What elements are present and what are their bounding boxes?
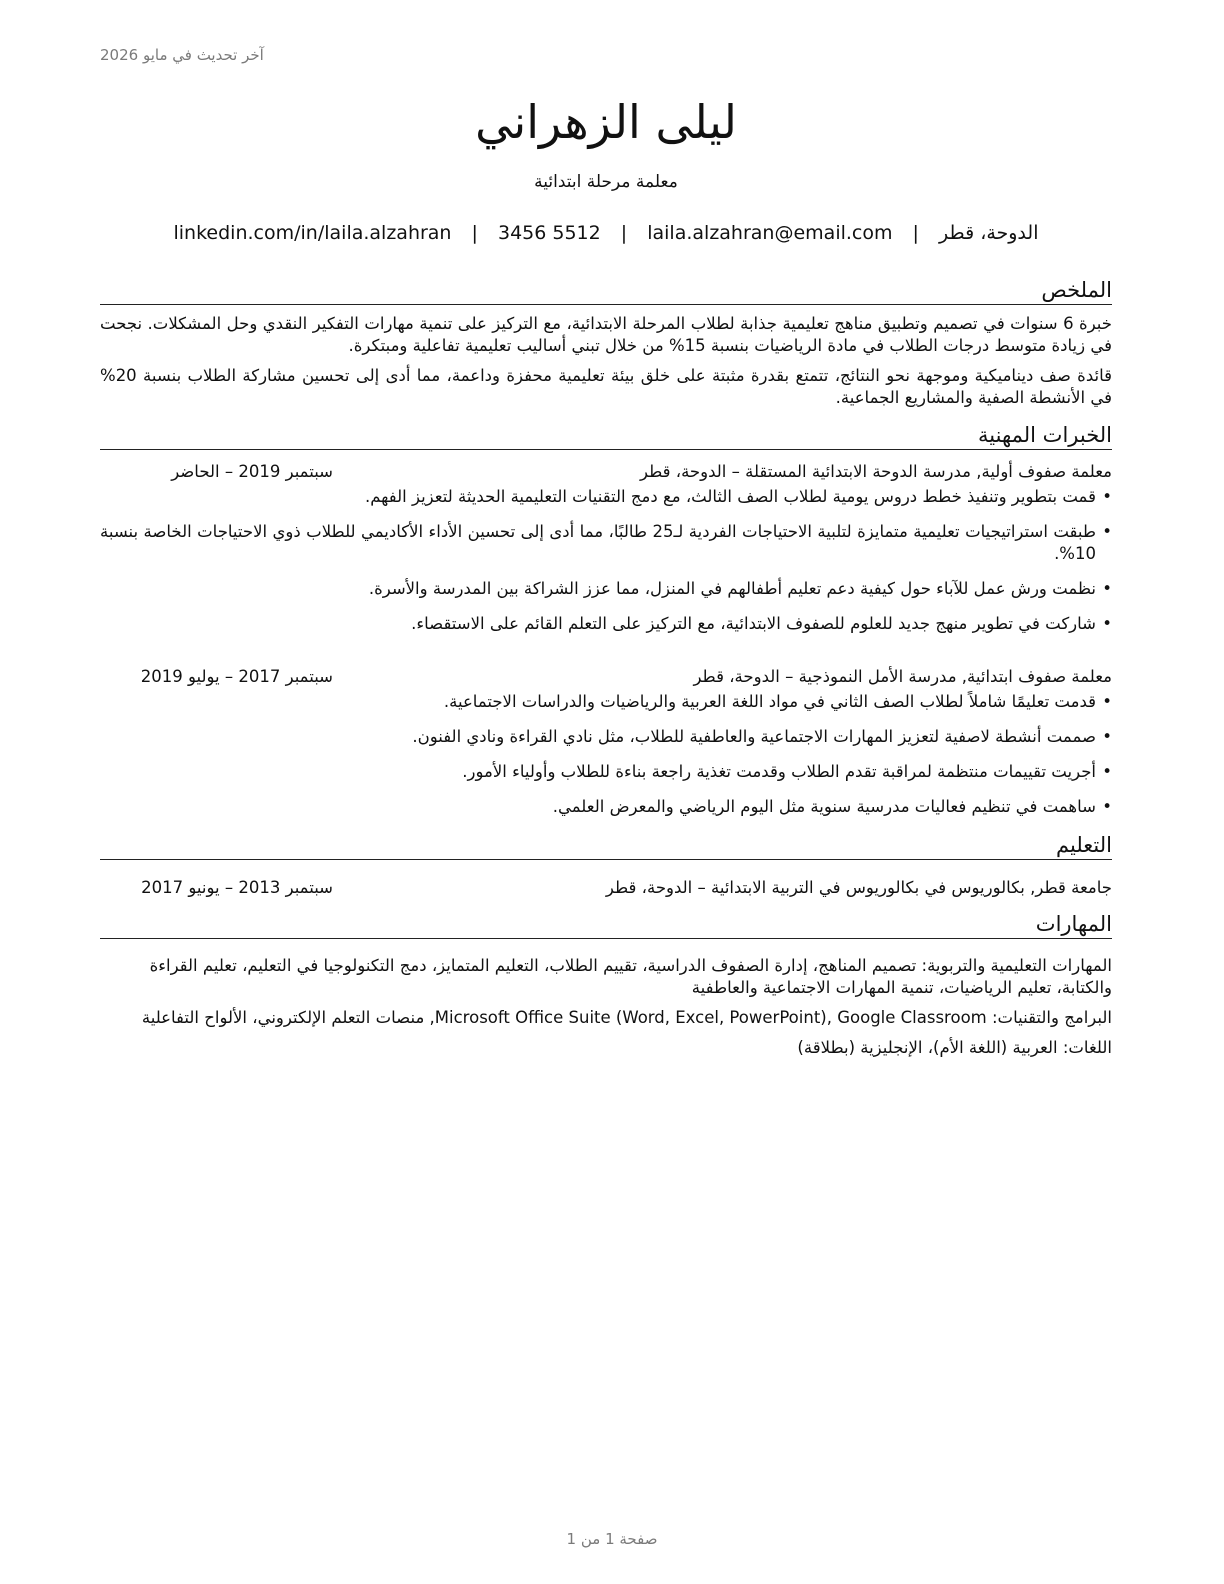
- section-heading-experience: الخبرات المهنية: [100, 421, 1112, 450]
- contact-separator: |: [471, 222, 478, 244]
- contact-phone: 3456 5512: [497, 222, 601, 244]
- skill-line: البرامج والتقنيات: Microsoft Office Suite (Word, Excel, PowerPoint), Google Classroom, منصات التعلم الإلكتروني، الألواح التفاعلية: [141, 1008, 1112, 1027]
- experience-section: [100, 421, 1112, 818]
- contact-line: [100, 220, 1112, 246]
- job-bullet: • ساهمت في تنظيم فعاليات مدرسية سنوية مثل اليوم الرياضي والمعرض العلمي.: [100, 796, 1112, 818]
- job-header: [100, 460, 1112, 484]
- summary-paragraph: قائدة صف ديناميكية وموجهة نحو النتائج، تتمتع بقدرة مثبتة على خلق بيئة تعليمية محفزة وداعمة، مما أدى إلى تحسين مشاركة الطلاب بنسبة 20% في الأنشطة الصفية والمشاريع الجماعية.: [100, 366, 1112, 407]
- job-dates: سبتمبر 2017 – يوليو 2019: [140, 667, 333, 686]
- job-bullets: [100, 691, 1112, 818]
- job-dates: سبتمبر 2019 – الحاضر: [171, 462, 333, 481]
- contact-linkedin[interactable]: linkedin.com/in/laila.alzahran: [173, 222, 452, 244]
- education-dates: سبتمبر 2013 – يونيو 2017: [141, 878, 333, 897]
- skill-line: اللغات: العربية (اللغة الأم)، الإنجليزية (بطلاقة): [797, 1038, 1112, 1057]
- skill-line: المهارات التعليمية والتربوية: تصميم المناهج، إدارة الصفوف الدراسية، تقييم الطلاب، التعليم المتمايز، دمج التكنولوجيا في التعليم، تعليم القراءة والكتابة، تعليم الرياضيات، تنمية المهارات الاجتماعية والعاطفية: [149, 956, 1112, 997]
- job-bullet: • صممت أنشطة لاصفية لتعزيز المهارات الاجتماعية والعاطفية للطلاب، مثل نادي القراءة ونادي الفنون.: [100, 726, 1112, 748]
- candidate-name: ليلى الزهراني: [475, 95, 737, 149]
- job-role: معلمة صفوف ابتدائية, مدرسة الأمل النموذجية – الدوحة، قطر: [693, 667, 1112, 686]
- job-bullet: • شاركت في تطوير منهج جديد للعلوم للصفوف الابتدائية، مع التركيز على التعلم القائم على الاستقصاء.: [100, 613, 1112, 635]
- job-bullet: • نظمت ورش عمل للآباء حول كيفية دعم تعليم أطفالهم في المنزل، مما عزز الشراكة بين المدرسة والأسرة.: [100, 578, 1112, 600]
- job-bullets: [100, 486, 1112, 635]
- last-updated: آخر تحديث في مايو 2026: [100, 46, 264, 64]
- resume-body: [100, 276, 1112, 1059]
- contact-separator: |: [912, 222, 919, 244]
- job-entry: [100, 665, 1112, 818]
- job-bullet: • طبقت استراتيجيات تعليمية متمايزة لتلبية الاحتياجات الفردية لـ25 طالبًا، مما أدى إلى تحسين الأداء الأكاديمي للطلاب ذوي الاحتياجات الخاصة بنسبة 10%.: [100, 521, 1112, 565]
- contact-email[interactable]: laila.alzahran@email.com: [647, 222, 893, 244]
- resume-header: [100, 92, 1112, 246]
- summary-section: [100, 276, 1112, 409]
- job-bullet: • قدمت تعليمًا شاملاً لطلاب الصف الثاني في مواد اللغة العربية والرياضيات والدراسات الاجتماعية.: [100, 691, 1112, 713]
- job-bullet: • أجريت تقييمات منتظمة لمراقبة تقدم الطلاب وقدمت تغذية راجعة بناءة للطلاب وأولياء الأمور.: [100, 761, 1112, 783]
- summary-paragraph: خبرة 6 سنوات في تصميم وتطبيق مناهج تعليمية جذابة لطلاب المرحلة الابتدائية، مع التركيز على تنمية مهارات التفكير النقدي وحل المشكلات. نجحت في زيادة متوسط درجات الطلاب في مادة الرياضيات بنسبة 15% من خلال تبني أساليب تعليمية تفاعلية ومبتكرة.: [100, 314, 1112, 355]
- section-heading-summary: الملخص: [100, 276, 1112, 305]
- contact-location: الدوحة، قطر: [939, 222, 1039, 244]
- job-role: معلمة صفوف أولية, مدرسة الدوحة الابتدائية المستقلة – الدوحة، قطر: [639, 462, 1112, 481]
- page-number: صفحة 1 من 1: [566, 1530, 658, 1548]
- candidate-title: معلمة مرحلة ابتدائية: [534, 172, 678, 192]
- education-section: [100, 831, 1112, 900]
- job-header: [100, 665, 1112, 689]
- skills-section: [100, 910, 1112, 1059]
- education-entry: [100, 876, 1112, 900]
- section-heading-skills: المهارات: [100, 910, 1112, 939]
- job-entry: [100, 460, 1112, 635]
- contact-separator: |: [620, 222, 628, 244]
- job-bullet: • قمت بتطوير وتنفيذ خطط دروس يومية لطلاب الصف الثالث، مع دمج التقنيات التعليمية الحديثة لتعزيز الفهم.: [100, 486, 1112, 508]
- section-heading-education: التعليم: [100, 831, 1112, 860]
- education-degree: جامعة قطر, بكالوريوس في بكالوريوس في التربية الابتدائية – الدوحة، قطر: [605, 878, 1112, 897]
